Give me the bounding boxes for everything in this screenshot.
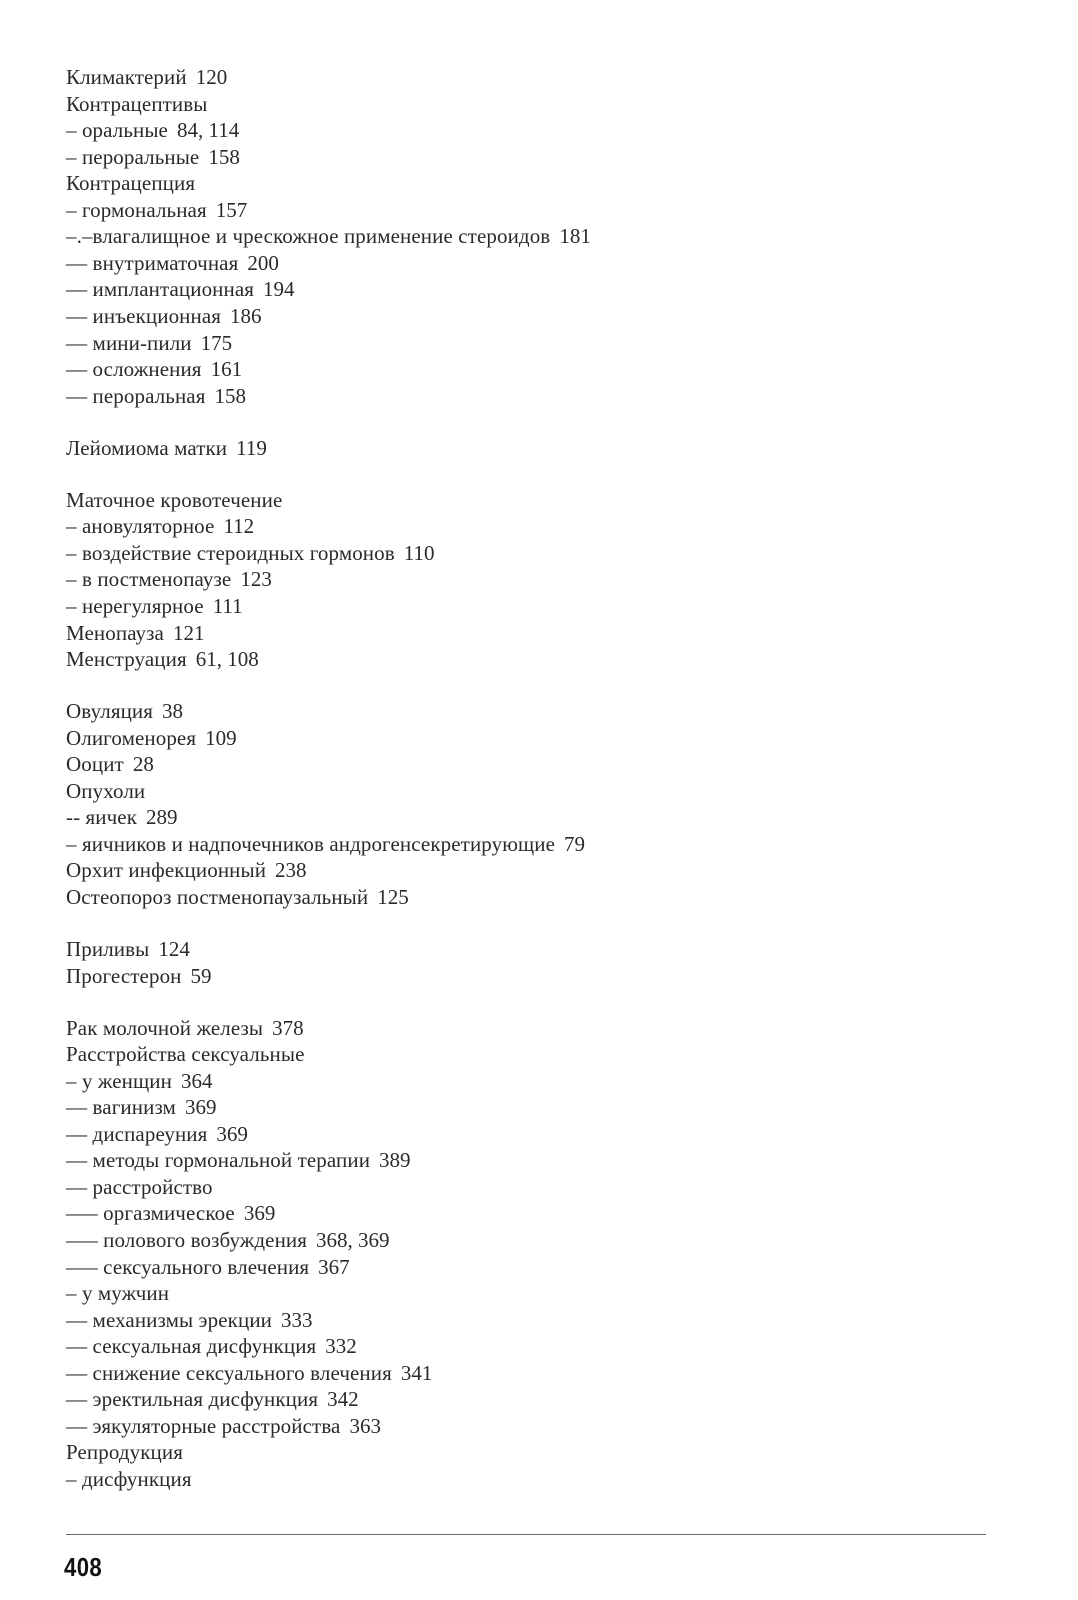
index-term: – у мужчин (66, 1281, 170, 1305)
index-entry (66, 884, 409, 910)
index-page-refs: 61, 108 (195, 647, 259, 671)
index-entry (66, 223, 591, 249)
index-entry (66, 725, 237, 751)
index-entry (66, 435, 267, 461)
index-page-refs: 38 (162, 699, 184, 723)
index-page-refs: 289 (146, 805, 178, 830)
index-term: Олигоменорея (66, 725, 197, 750)
index-page-refs: 369 (216, 1121, 248, 1146)
index-page-refs: 110 (403, 540, 435, 565)
index-entry (66, 566, 272, 592)
index-entry (66, 1333, 357, 1359)
index-term: –– методы гормональной терапии (66, 1148, 371, 1173)
index-page-refs: 378 (272, 1015, 304, 1040)
index-term: –– расстройство (66, 1174, 213, 1199)
index-term: –– инъекционная (66, 304, 222, 328)
index-entry (66, 936, 190, 962)
index-entry (66, 356, 242, 382)
index-entry (66, 1068, 212, 1094)
index-term: – нерегулярное (66, 593, 204, 618)
index-page-refs: 333 (281, 1307, 313, 1332)
index-term: –– снижение сексуального влечения (66, 1360, 392, 1385)
index-page-refs: 59 (190, 963, 212, 988)
index-term: Прогестерон (66, 963, 182, 988)
footer-rule (66, 1534, 986, 1535)
index-page-refs: 363 (349, 1413, 381, 1438)
index-page-refs: 369 (243, 1201, 276, 1226)
index-entry (66, 1227, 390, 1253)
index-entry (66, 1254, 350, 1280)
index-term: – воздействие стероидных гормонов (66, 540, 395, 565)
index-page-refs: 125 (377, 884, 409, 909)
index-term: Лейомиома матки (66, 435, 228, 460)
index-page-refs: 120 (195, 65, 228, 89)
index-term: Менопауза (66, 620, 164, 645)
index-term: –.–влагалищное и чрескожное применение стероидов (66, 224, 551, 249)
index-term: –– мини-пили (66, 330, 192, 355)
index-term: Орхит инфекционный (66, 858, 267, 883)
index-term: – у женщин (66, 1068, 172, 1093)
index-term: Расстройства сексуальные (66, 1042, 305, 1067)
page-number: 408 (64, 1552, 103, 1582)
index-entry (66, 1360, 432, 1386)
index-page-refs: 123 (240, 567, 272, 592)
index-term: Маточное кровотечение (66, 487, 283, 512)
index-term: -- яичек (66, 805, 138, 830)
index-entry (66, 1015, 304, 1041)
index-entry (66, 963, 212, 989)
index-page-refs: 112 (223, 514, 255, 539)
index-page-refs: 186 (230, 304, 262, 328)
index-entry (66, 1439, 183, 1465)
index-term: – ановуляторное (66, 514, 215, 539)
index-term: –– внутриматочная (66, 250, 239, 275)
index-entry (66, 144, 240, 170)
index-page-refs: 124 (158, 936, 190, 961)
index-term: Контрацептивы (66, 91, 208, 116)
index-entry (66, 646, 259, 672)
index-term: –– механизмы эрекции (66, 1307, 273, 1332)
index-page-refs: 369 (184, 1095, 217, 1120)
index-entry (66, 513, 254, 539)
index-entry (66, 1200, 275, 1226)
index-term: –– диспареуния (66, 1121, 208, 1146)
index-entry (66, 276, 295, 302)
index-term: –– эякуляторные расстройства (66, 1413, 341, 1438)
index-entry (66, 330, 232, 356)
index-entry (66, 1466, 192, 1492)
index-page-refs: 111 (212, 593, 243, 618)
index-page-refs: 364 (180, 1068, 213, 1093)
index-entry (66, 751, 154, 777)
index-page-refs: 119 (236, 435, 267, 460)
index-term: ––– полового возбуждения (66, 1227, 308, 1252)
index-term: Опухоли (66, 778, 146, 803)
index-entry (66, 1041, 305, 1067)
index-entry (66, 778, 145, 804)
index-term: Овуляция (66, 699, 154, 723)
index-page-refs: 389 (379, 1148, 411, 1173)
index-term: – гормональная (66, 197, 207, 222)
index-page-refs: 158 (208, 144, 240, 169)
index-page-refs: 200 (247, 250, 279, 275)
index-entry (66, 383, 246, 409)
index-entry (66, 698, 183, 724)
index-entry (66, 857, 307, 883)
index-page-refs: 84, 114 (176, 118, 240, 143)
index-entry (66, 1413, 381, 1439)
index-page-refs: 367 (318, 1254, 350, 1279)
index-term: Остеопороз постменопаузальный (66, 884, 369, 909)
index-page-refs: 175 (200, 330, 233, 355)
index-term: Менструация (66, 647, 187, 671)
index-page-refs: 157 (215, 197, 248, 222)
index-entry (66, 303, 262, 329)
index-entry (66, 1280, 169, 1306)
index-page-refs: 238 (275, 858, 307, 883)
index-entry (66, 250, 279, 276)
index-term: Климактерий (66, 65, 187, 89)
index-entry (66, 1174, 213, 1200)
index-term: –– эректильная дисфункция (66, 1387, 319, 1412)
index-entry (66, 1147, 411, 1173)
index-term: – дисфункция (66, 1466, 192, 1491)
index-term: –– пероральная (66, 383, 206, 408)
index-entry (66, 540, 435, 566)
index-page-refs: 121 (172, 620, 205, 645)
index-term: ––– сексуального влечения (66, 1254, 310, 1279)
index-entry (66, 197, 247, 223)
index-page-refs: 368, 369 (316, 1227, 390, 1252)
index-entry (66, 620, 204, 646)
index-page-refs: 341 (400, 1360, 433, 1385)
index-term: Репродукция (66, 1440, 183, 1465)
index-page-refs: 158 (214, 383, 246, 408)
index-page-refs: 332 (325, 1334, 357, 1359)
index-term: – яичников и надпочечников андрогенсекретирующие (66, 831, 556, 856)
index-page-refs: 161 (210, 357, 243, 382)
index-entry (66, 1121, 248, 1147)
index-term: –– вагинизм (66, 1095, 176, 1120)
index-term: Ооцит (66, 752, 124, 777)
index-term: Контрацепция (66, 171, 196, 196)
index-term: – пероральные (66, 144, 200, 169)
index-page-refs: 109 (205, 725, 237, 750)
index-term: –– имплантационная (66, 277, 255, 302)
index-term: Приливы (66, 936, 150, 961)
index-term: –– сексуальная дисфункция (66, 1334, 317, 1359)
index-term: –– осложнения (66, 357, 202, 382)
index-entry (66, 170, 195, 196)
index-term: ––– оргазмическое (66, 1201, 235, 1226)
index-page-refs: 194 (263, 277, 295, 302)
index-page-refs: 79 (564, 831, 586, 856)
index-entry (66, 1307, 313, 1333)
index-page-refs: 342 (327, 1387, 359, 1412)
index-entry (66, 1094, 216, 1120)
index-entry (66, 91, 208, 117)
index-term: – оральные (66, 118, 168, 143)
index-page-refs: 181 (559, 224, 591, 249)
index-entry (66, 64, 227, 90)
index-page-refs: 28 (132, 752, 154, 777)
index-term: – в постменопаузе (66, 567, 232, 592)
index-entry (66, 487, 282, 513)
index-term: Рак молочной железы (66, 1015, 264, 1040)
index-entry (66, 593, 243, 619)
index-entry (66, 804, 178, 830)
index-entry (66, 1386, 359, 1412)
index-entry (66, 831, 585, 857)
index-entry (66, 117, 239, 143)
